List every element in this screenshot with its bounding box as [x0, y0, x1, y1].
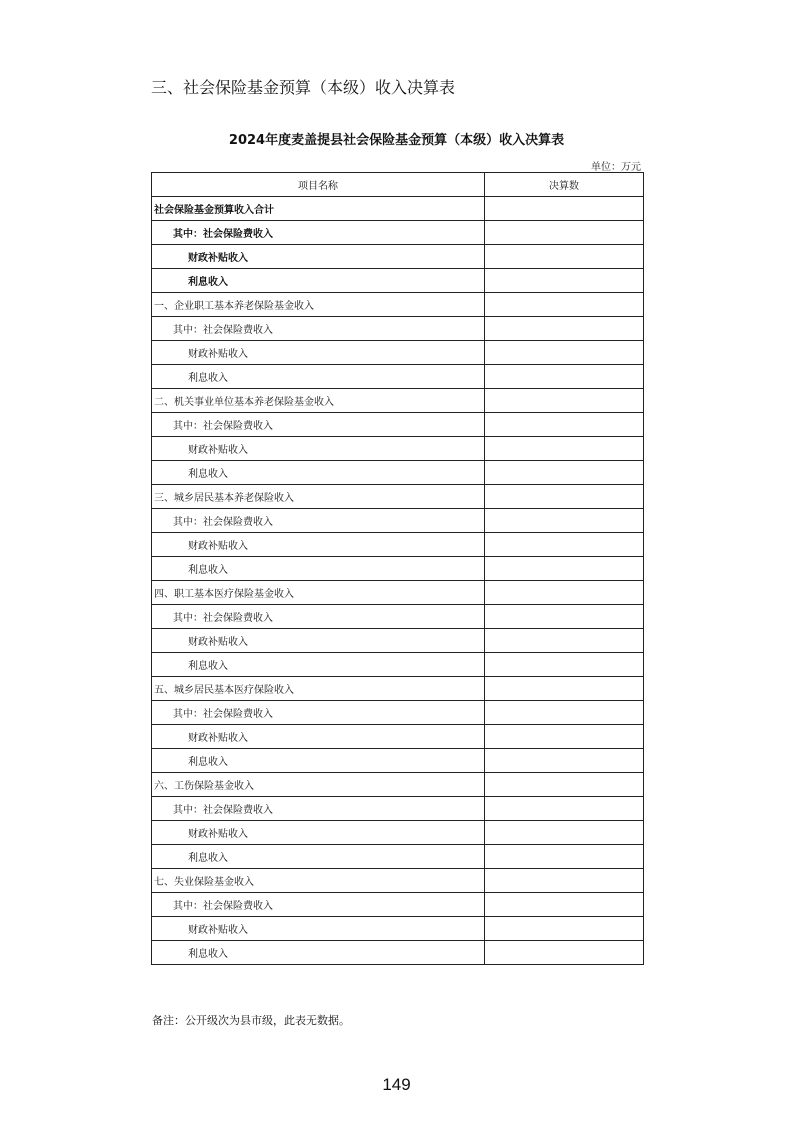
row-item-name: 财政补贴收入 — [152, 629, 485, 653]
row-item-name: 其中：社会保险费收入 — [152, 893, 485, 917]
table-row — [152, 749, 644, 773]
row-final-amount — [485, 797, 644, 821]
row-final-amount — [485, 245, 644, 269]
table-row — [152, 557, 644, 581]
row-item-name: 财政补贴收入 — [152, 821, 485, 845]
row-final-amount — [485, 461, 644, 485]
row-final-amount — [485, 605, 644, 629]
table-row — [152, 485, 644, 509]
row-final-amount — [485, 725, 644, 749]
table-row — [152, 269, 644, 293]
table-row — [152, 389, 644, 413]
row-final-amount — [485, 629, 644, 653]
section-heading: 三、社会保险基金预算（本级）收入决算表 — [151, 78, 456, 97]
row-item-name: 利息收入 — [152, 461, 485, 485]
row-item-name: 利息收入 — [152, 941, 485, 965]
table-row — [152, 221, 644, 245]
row-final-amount — [485, 893, 644, 917]
table-row — [152, 245, 644, 269]
row-final-amount — [485, 365, 644, 389]
table-row — [152, 725, 644, 749]
table-row — [152, 197, 644, 221]
row-final-amount — [485, 533, 644, 557]
row-final-amount — [485, 413, 644, 437]
row-item-name: 四、职工基本医疗保险基金收入 — [152, 581, 485, 605]
row-item-name: 利息收入 — [152, 749, 485, 773]
page-number: 149 — [382, 1075, 411, 1094]
row-item-name: 财政补贴收入 — [152, 245, 485, 269]
table-row — [152, 605, 644, 629]
row-item-name: 其中：社会保险费收入 — [152, 317, 485, 341]
row-item-name: 一、企业职工基本养老保险基金收入 — [152, 293, 485, 317]
row-final-amount — [485, 917, 644, 941]
row-item-name: 利息收入 — [152, 557, 485, 581]
table-row — [152, 917, 644, 941]
table-row — [152, 413, 644, 437]
row-final-amount — [485, 485, 644, 509]
table-header-row — [152, 173, 644, 197]
row-item-name: 七、失业保险基金收入 — [152, 869, 485, 893]
row-final-amount — [485, 749, 644, 773]
row-final-amount — [485, 269, 644, 293]
row-final-amount — [485, 701, 644, 725]
table-row — [152, 341, 644, 365]
row-item-name: 其中：社会保险费收入 — [152, 797, 485, 821]
row-final-amount — [485, 389, 644, 413]
table-title: 2024年度麦盖提县社会保险基金预算（本级）收入决算表 — [228, 133, 565, 148]
table-row — [152, 461, 644, 485]
table-row — [152, 317, 644, 341]
table-row — [152, 701, 644, 725]
row-item-name: 其中：社会保险费收入 — [152, 509, 485, 533]
row-final-amount — [485, 437, 644, 461]
row-item-name: 其中：社会保险费收入 — [152, 701, 485, 725]
row-item-name: 五、城乡居民基本医疗保险收入 — [152, 677, 485, 701]
row-final-amount — [485, 221, 644, 245]
row-final-amount — [485, 773, 644, 797]
row-item-name: 社会保险基金预算收入合计 — [152, 197, 485, 221]
table-row — [152, 293, 644, 317]
table-row — [152, 533, 644, 557]
row-final-amount — [485, 845, 644, 869]
column-header-item-name: 项目名称 — [152, 173, 485, 197]
row-final-amount — [485, 653, 644, 677]
column-header-final-amount: 决算数 — [485, 173, 644, 197]
row-item-name: 其中：社会保险费收入 — [152, 221, 485, 245]
row-item-name: 三、城乡居民基本养老保险收入 — [152, 485, 485, 509]
row-final-amount — [485, 293, 644, 317]
table-row — [152, 677, 644, 701]
table-row — [152, 365, 644, 389]
row-final-amount — [485, 509, 644, 533]
table-row — [152, 437, 644, 461]
row-item-name: 财政补贴收入 — [152, 917, 485, 941]
row-item-name: 利息收入 — [152, 365, 485, 389]
table-row — [152, 509, 644, 533]
row-item-name: 二、机关事业单位基本养老保险基金收入 — [152, 389, 485, 413]
row-item-name: 六、工伤保险基金收入 — [152, 773, 485, 797]
row-item-name: 财政补贴收入 — [152, 725, 485, 749]
row-final-amount — [485, 941, 644, 965]
row-final-amount — [485, 821, 644, 845]
row-item-name: 利息收入 — [152, 269, 485, 293]
row-item-name: 财政补贴收入 — [152, 437, 485, 461]
footnote: 备注：公开级次为县市级，此表无数据。 — [152, 1014, 350, 1027]
table-row — [152, 773, 644, 797]
row-item-name: 利息收入 — [152, 845, 485, 869]
table-row — [152, 845, 644, 869]
row-item-name: 其中：社会保险费收入 — [152, 605, 485, 629]
row-item-name: 财政补贴收入 — [152, 341, 485, 365]
table-row — [152, 629, 644, 653]
budget-table — [151, 172, 644, 965]
table-row — [152, 653, 644, 677]
row-item-name: 利息收入 — [152, 653, 485, 677]
row-final-amount — [485, 581, 644, 605]
table-row — [152, 821, 644, 845]
table-row — [152, 581, 644, 605]
table-row — [152, 797, 644, 821]
table-row — [152, 869, 644, 893]
table-body — [152, 197, 644, 965]
row-item-name: 财政补贴收入 — [152, 533, 485, 557]
row-final-amount — [485, 317, 644, 341]
row-final-amount — [485, 677, 644, 701]
row-final-amount — [485, 869, 644, 893]
row-final-amount — [485, 341, 644, 365]
row-final-amount — [485, 197, 644, 221]
row-item-name: 其中：社会保险费收入 — [152, 413, 485, 437]
row-final-amount — [485, 557, 644, 581]
unit-note: 单位：万元 — [591, 162, 641, 173]
table-row — [152, 893, 644, 917]
table-row — [152, 941, 644, 965]
